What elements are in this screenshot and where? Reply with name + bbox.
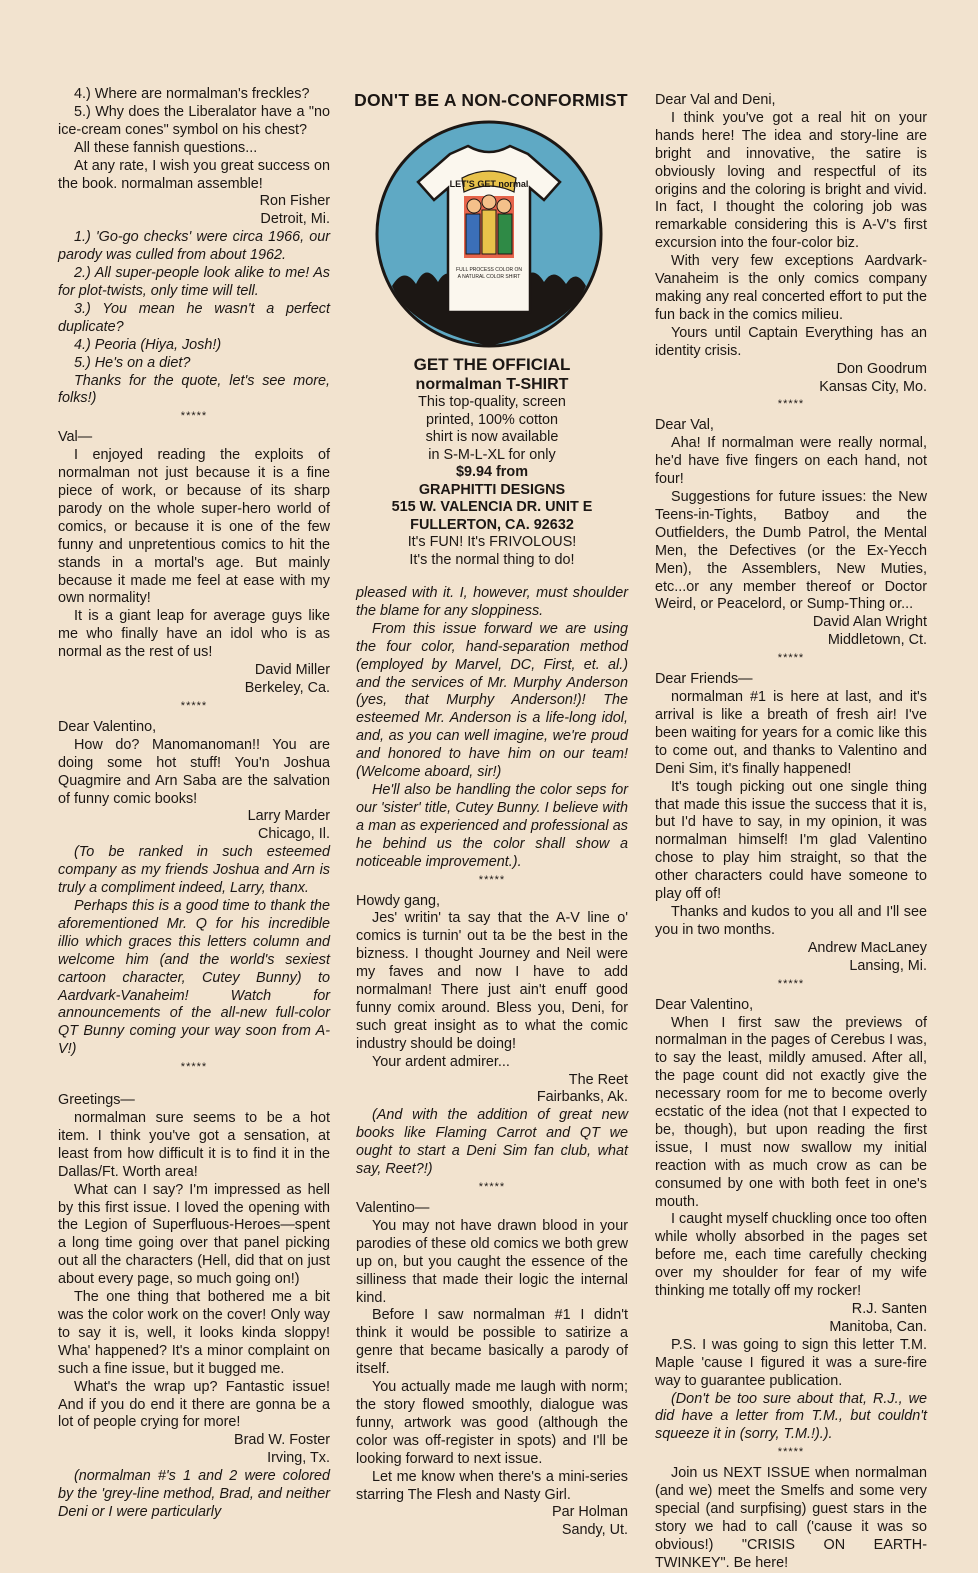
letter-location: Detroit, Mi. <box>260 211 330 228</box>
letter-text: normalman #1 is here at last, and it's arrival is like a breath of fresh air! I've been waiting for years for a comic like this to come out, and thanks to Valentino and Deni Sim, it's finally happened! <box>655 689 927 777</box>
letters-column-left <box>58 86 330 1522</box>
letter-signature: David Miller <box>254 662 330 679</box>
editor-reply: 2.) All super-people look alike to me! As for plot-twists, only time will tell. <box>58 265 330 299</box>
ad-tagline: It's FUN! It's FRIVOLOUS! <box>407 534 577 550</box>
separator-stars: ***** <box>180 1061 208 1074</box>
editor-reply: (Don't be too sure about that, R.J., we did have a letter from T.M., but couldn't squeeze it in (sorry, T.M.!).). <box>655 1390 927 1443</box>
letter-text: I enjoyed reading the exploits of normalman not just because it is a fine piece of work, or because of its sharp parody on the whole super-hero world of comics, or because it is one of the few funny and unpretentious comics to hit the stands in a mortal's age. But mainly because it made me feel at ease with my own normality! <box>58 447 330 607</box>
tshirt-ad-text <box>356 355 628 569</box>
letter-text: Yours until Captain Everything has an identity crisis. <box>655 324 927 359</box>
letter-salutation: Val— <box>58 429 93 446</box>
letter-text: When I first saw the previews of normalman in the pages of Cerebus I was, to say the least, mildly amused. After all, the page count did not exactly give the necessary room for me to become overly ecstatic of the idea (not that I expected to be, though), but upon reading the first issue, I must now swallow my initial reaction with as much crow as can be consumed by one with both feet in one's mouth. <box>655 1014 927 1210</box>
ad-body-line: shirt is now available <box>425 429 559 445</box>
letter-signature: R.J. Santen <box>851 1301 927 1317</box>
editor-reply: From this issue forward we are using the four color, hand-separation method (employed by Marvel, DC, First, et. al.) and the services of Mr. Murphy Anderson (yes, that Murphy Anderson!)! The esteemed Mr. Anderson is a life-long idol, and, as you can well imagine, we're proud and honored to have him on our team! (Welcome aboard, sir!) <box>356 620 628 781</box>
letter-text: normalman sure seems to be a hot item. I think you've got a sensation, at least from how difficult it is to find it in the Dallas/Ft. Worth area! <box>58 1110 330 1180</box>
letter-signature: The Reet <box>568 1071 628 1088</box>
ad-city: FULLERTON, CA. 92632 <box>410 516 574 533</box>
letter-text: Your ardent admirer... <box>372 1053 510 1070</box>
ad-body-line: This top-quality, screen <box>418 394 566 410</box>
letter-location: Berkeley, Ca. <box>244 680 330 696</box>
letter-location: Kansas City, Mo. <box>819 378 927 395</box>
letter-location: Manitoba, Can. <box>829 1318 927 1335</box>
letter-signature: Brad W. Foster <box>234 1432 330 1449</box>
ad-sizes: in S-M-L-XL for only <box>428 446 556 463</box>
editor-reply: 5.) He's on a diet? <box>74 354 191 371</box>
editor-reply: pleased with it. I, however, must shoulder the blame for any sloppiness. <box>356 585 628 619</box>
editor-reply: 3.) You mean he wasn't a perfect duplicate? <box>58 300 330 335</box>
letter-text: How do? Manomanoman!! You are doing some hot stuff! You'n Joshua Quagmire and Arn Saba are the salvation of funny comic books! <box>58 736 330 807</box>
shirt-caption: FULL PROCESS COLOR ON <box>456 267 522 273</box>
separator-stars: ***** <box>478 1181 506 1193</box>
letter-signature: David Alan Wright <box>812 614 927 631</box>
letter-salutation: Dear Val, <box>655 417 714 434</box>
letter-signature: Andrew MacLaney <box>807 939 927 956</box>
shirt-caption: A NATURAL COLOR SHIRT <box>457 274 521 280</box>
letter-text: It is a giant leap for average guys like me who finally have an idol who is as normal as the rest of us! <box>58 608 330 661</box>
editor-reply: Thanks for the quote, let's see more, folks!) <box>58 372 330 407</box>
letter-signature: Larry Marder <box>247 808 330 825</box>
editor-reply: (To be ranked in such esteemed company as my friends Joshua and Arn is truly a compliment indeed, Larry, thanx. <box>58 844 330 897</box>
letter-location: Sandy, Ut. <box>561 1522 628 1539</box>
ad-body-line: printed, 100% cotton <box>425 411 558 428</box>
editor-reply: (normalman #'s 1 and 2 were colored by the 'grey-line method, Brad, and neither Deni or I were particularly <box>58 1468 330 1520</box>
letter-text: You actually made me laugh with norm; the story flowed smoothly, dialogue was funny, artwork was good (although the color was off-register in spots) and I'll be looking forward to next issue. <box>356 1379 628 1467</box>
letter-text: Jes' writin' ta say that the A-V line o' comics is turnin' out ta be the best in the bizness. I thought Journey and Neil were my faves and now I have to add normalman! There just ain't enuff good funny comix around. Bless you, Deni, for such great insight as to what the comic industry should be doing! <box>356 910 628 1052</box>
letter-salutation: Dear Valentino, <box>655 996 754 1013</box>
letter-postscript: P.S. I was going to sign this letter T.M. Maple 'cause I figured it was a sure-fire way to guarantee publication. <box>655 1336 927 1389</box>
letter-salutation: Howdy gang, <box>356 892 440 909</box>
letter-signature: Par Holman <box>552 1504 628 1521</box>
letter-text: It's tough picking out one single thing that made this issue the success that it is, but I'd have to say, in my opinion, it was normalman himself! I'm glad Valentino chose to play him straight, so that the other characters could have someone to play off of! <box>655 778 927 903</box>
letter-text: The one thing that bothered me a bit was the color work on the cover! Only way to say it is, well, it looks kinda sloppy! Wha' happened? It's a minor complaint on such a fine issue, but it bugged me. <box>58 1289 330 1377</box>
editor-reply: 1.) 'Go-go checks' were circa 1966, our parody was culled from about 1962. <box>58 229 330 264</box>
editor-reply: (And with the addition of great new books like Flaming Carrot and QT we ought to start a Deni Sim fan club, what say, Reet?!) <box>356 1107 628 1178</box>
letter-location: Irving, Tx. <box>267 1450 330 1467</box>
separator-stars: ***** <box>478 873 506 886</box>
separator-stars: ***** <box>777 398 805 411</box>
ad-title: GET THE OFFICIAL <box>413 355 571 374</box>
next-issue-blurb: Join us NEXT ISSUE when normalman (and we) meet the Smelfs and some very special (and surpfising) guest stars in the story we had to call ('cause it was so obvious!) "CRISIS ON EARTH-TWINKEY". Be here! <box>655 1465 927 1571</box>
letter-salutation: Valentino— <box>356 1200 430 1216</box>
letter-text: Suggestions for future issues: the New Teens-in-Tights, Batboy and the Outfielders, the Dumb Patrol, the Mental Men, the Defectives (or the Ex-Yecch Men), the Assemblers, New Muties, etc...or any member thereof or Doctor Weird, or Peacelord, or Sump-Thing or... <box>655 489 927 613</box>
letter-text: What's the wrap up? Fantastic issue! And if you do end it there are gonna be a lot of people crying for more! <box>58 1378 330 1431</box>
editor-reply: Perhaps this is a good time to thank the aforementioned Mr. Q for his incredible illio which graces this letters column and welcome him (and the world's sexiest cartoon character, Cutey Bunny) to Aardvark-Vanaheim! Watch for announcements of the all-new full-color QT Bunny coming your way soon from A-V!) <box>58 897 330 1058</box>
editor-reply: He'll also be handling the color seps for our 'sister' title, Cutey Bunny. I believe with a man as experienced and professional as he behind us the color shall show a noticeable improvement.). <box>356 781 628 870</box>
letter-signature: Don Goodrum <box>836 360 927 377</box>
letter-text: 5.) Why does the Liberalator have a "no ice-cream cones" symbol on his chest? <box>58 103 330 138</box>
letter-text: You may not have drawn blood in your parodies of these old comics we both grew up on, but you caught the essence of the silliness that made their logic the internal kind. <box>356 1217 628 1306</box>
ad-headline: DON'T BE A NON-CONFORMIST <box>354 90 628 110</box>
letter-text: I think you've got a real hit on your hands here! The idea and story-line are bright and innovative, the satire is obviously loving and respectful of its origins and the coloring is bright and vivid. In fact, I thought the coloring job was remarkable considering this is A-V's first excursion into the four-color biz. <box>655 109 927 252</box>
separator-stars: ***** <box>777 652 805 665</box>
letter-text: 4.) Where are normalman's freckles? <box>74 86 310 102</box>
letter-salutation: Greetings— <box>58 1092 135 1109</box>
separator-stars: ***** <box>180 699 208 712</box>
ad-street: 515 W. VALENCIA DR. UNIT E <box>391 499 593 515</box>
letter-location: Middletown, Ct. <box>827 632 927 649</box>
ad-price: $9.94 from <box>456 464 528 480</box>
letter-text: Aha! If normalman were really normal, he'd have five fingers on each hand, not four! <box>655 435 927 488</box>
letter-location: Chicago, Il. <box>258 826 330 843</box>
letter-text: At any rate, I wish you great success on the book. normalman assemble! <box>58 157 330 192</box>
letter-text: Before I saw normalman #1 I didn't think it would be possible to satirize a genre that became basically a parody of itself. <box>356 1307 628 1378</box>
editor-reply: 4.) Peoria (Hiya, Josh!) <box>74 336 222 353</box>
ad-company: GRAPHITTI DESIGNS <box>418 481 566 498</box>
separator-stars: ***** <box>777 977 805 990</box>
letter-text: Thanks and kudos to you all and I'll see you in two months. <box>655 903 927 938</box>
shirt-banner-text: LET'S GET normal <box>449 179 529 189</box>
separator-stars: ***** <box>777 1446 805 1459</box>
ad-product: normalman T-SHIRT <box>415 376 569 393</box>
separator-stars: ***** <box>180 410 208 423</box>
ad-tagline: It's the normal thing to do! <box>409 551 575 568</box>
letter-text: With very few exceptions Aardvark-Vanaheim is the only comics company making any real concerted effort to put the fun back in the comics milieu. <box>655 253 927 323</box>
letter-text: I caught myself chuckling once too often while wholly absorbed in the pages set before me, each time carefully checking over my shoulder for fear of my wife thinking me totally off my rocker! <box>655 1211 927 1300</box>
letter-salutation: Dear Val and Deni, <box>655 92 776 108</box>
letter-text: Let me know when there's a mini-series starring The Flesh and Nasty Girl. <box>356 1468 628 1503</box>
letter-location: Lansing, Mi. <box>849 957 927 974</box>
letters-column-middle <box>356 585 628 1540</box>
letter-text: What can I say? I'm impressed as hell by this first issue. I loved the opening with the Legion of Superfluous-Heroes—spent a long time going over that panel picking out all the characters (Hell, did that on just about every page, so much going on!) <box>58 1181 330 1288</box>
letter-salutation: Dear Valentino, <box>58 718 157 735</box>
letter-salutation: Dear Friends— <box>655 671 753 688</box>
letter-location: Fairbanks, Ak. <box>536 1089 628 1106</box>
letters-column-right <box>655 92 927 1573</box>
letter-signature: Ron Fisher <box>259 193 330 210</box>
letter-text: All these fannish questions... <box>74 139 258 156</box>
tshirt-ad-illustration <box>364 116 614 352</box>
